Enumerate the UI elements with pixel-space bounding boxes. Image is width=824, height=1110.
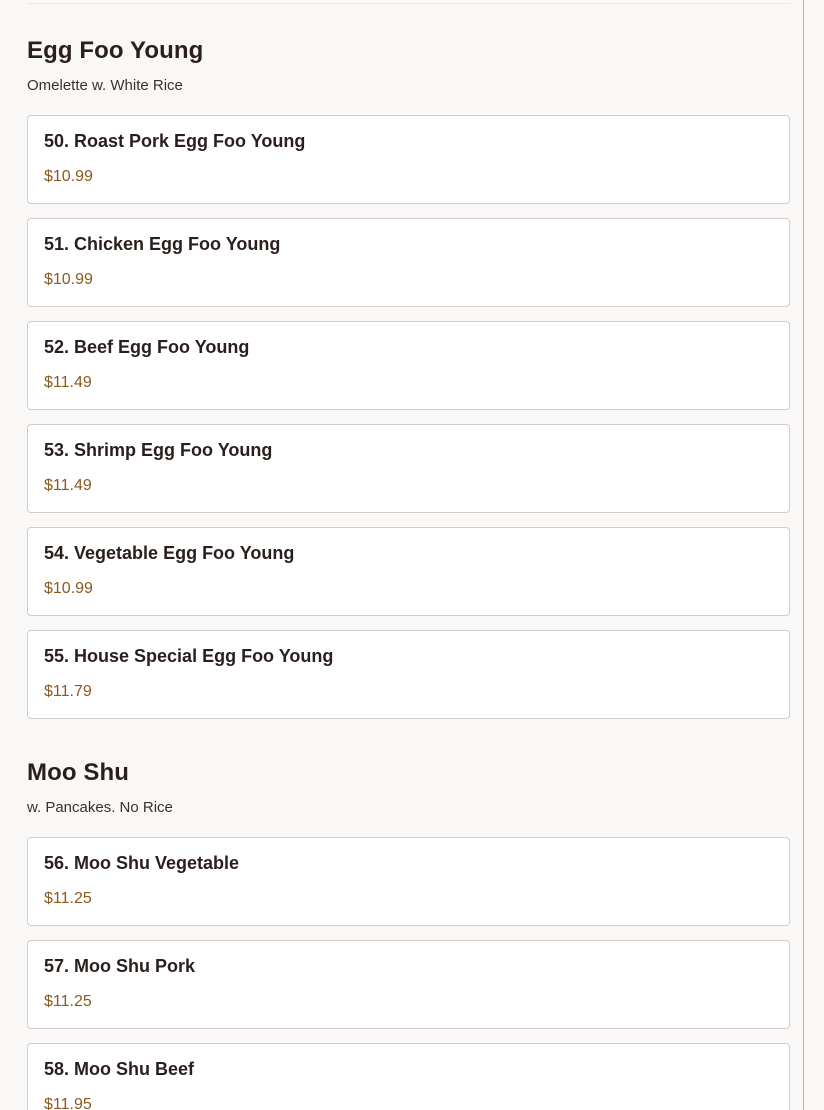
menu-item-card-57[interactable] xyxy=(27,940,790,1029)
section-title-moo-shu: Moo Shu xyxy=(27,759,130,786)
menu-item-price: $11.25 xyxy=(44,993,92,1010)
menu-item-name: 50. Roast Pork Egg Foo Young xyxy=(44,131,306,151)
menu-item-price: $10.99 xyxy=(44,580,93,597)
menu-item-price: $11.49 xyxy=(44,477,92,494)
menu-item-name: 58. Moo Shu Beef xyxy=(44,1059,195,1079)
menu-item-name: 52. Beef Egg Foo Young xyxy=(44,337,250,357)
menu-item-card-52[interactable] xyxy=(27,321,790,410)
section-subtitle-egg-foo-young: Omelette w. White Rice xyxy=(27,77,183,94)
menu-item-card-53[interactable] xyxy=(27,424,790,513)
menu-item-card-58[interactable] xyxy=(27,1043,790,1110)
scroll-edge-divider xyxy=(803,0,804,1110)
menu-item-card-54[interactable] xyxy=(27,527,790,616)
menu-item-name: 56. Moo Shu Vegetable xyxy=(44,853,240,873)
menu-item-price: $11.25 xyxy=(44,890,92,907)
menu-item-price: $10.99 xyxy=(44,271,93,288)
menu-item-card-51[interactable] xyxy=(27,218,790,307)
menu-item-name: 54. Vegetable Egg Foo Young xyxy=(44,543,295,563)
menu-item-card-56[interactable] xyxy=(27,837,790,926)
menu-item-price: $11.95 xyxy=(44,1096,92,1110)
menu-item-price: $10.99 xyxy=(44,168,93,185)
menu-item-name: 53. Shrimp Egg Foo Young xyxy=(44,440,273,460)
menu-item-name: 57. Moo Shu Pork xyxy=(44,956,196,976)
menu-item-price: $11.79 xyxy=(44,683,92,700)
section-subtitle-moo-shu: w. Pancakes. No Rice xyxy=(27,799,173,816)
menu-item-name: 55. House Special Egg Foo Young xyxy=(44,646,334,666)
menu-item-card-55[interactable] xyxy=(27,630,790,719)
menu-item-name: 51. Chicken Egg Foo Young xyxy=(44,234,281,254)
top-divider xyxy=(27,3,791,4)
menu-item-price: $11.49 xyxy=(44,374,92,391)
menu-item-card-50[interactable] xyxy=(27,115,790,204)
section-title-egg-foo-young: Egg Foo Young xyxy=(27,37,204,64)
